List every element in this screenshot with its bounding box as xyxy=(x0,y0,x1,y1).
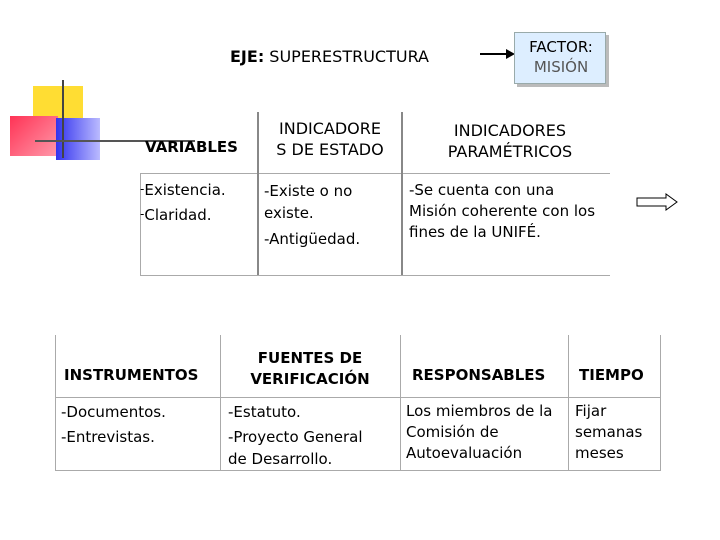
eje-label: EJE: xyxy=(230,47,265,66)
outline-arrow-icon xyxy=(636,193,678,211)
red-square xyxy=(10,116,58,156)
indicador-estado-item: -Existe o no existe. xyxy=(264,182,353,222)
tiempo-item: semanas xyxy=(575,423,643,441)
tiempo-item: Fijar xyxy=(575,402,607,420)
indicador-parametrico: -Se cuenta con una Misión coherente con los fines de la UNIFÉ. xyxy=(409,181,596,241)
header-indicadores-estado: INDICADORE S DE ESTADO xyxy=(276,119,384,159)
right-arrow-icon xyxy=(480,46,516,62)
instrumento-item: -Entrevistas. xyxy=(61,428,155,446)
header-responsables: RESPONSABLES xyxy=(412,366,546,384)
responsables-text: Los miembros de la Comisión de Autoevaluación xyxy=(406,402,553,462)
header-fuentes: FUENTES DE VERIFICACIÓN xyxy=(250,349,370,388)
eje-header xyxy=(230,46,470,68)
factor-label: FACTOR: xyxy=(529,38,593,56)
variable-item: -Claridad. xyxy=(140,206,212,224)
fuente-item: -Proyecto General de Desarrollo. xyxy=(228,428,363,468)
factor-box xyxy=(514,32,606,84)
header-variables: VARIABLES xyxy=(145,138,238,156)
instrumento-item: -Documentos. xyxy=(61,403,166,421)
header-instrumentos: INSTRUMENTOS xyxy=(64,366,199,384)
header-tiempo: TIEMPO xyxy=(579,366,644,384)
variable-item: -Existencia. xyxy=(140,181,226,199)
tiempo-item: meses xyxy=(575,444,624,462)
header-indicadores-parametricos: INDICADORES PARAMÉTRICOS xyxy=(447,121,573,161)
indicador-estado-item: -Antigüedad. xyxy=(264,230,361,248)
eje-value: SUPERESTRUCTURA xyxy=(264,47,429,66)
fuente-item: -Estatuto. xyxy=(228,403,301,421)
factor-value: MISIÓN xyxy=(533,58,589,76)
